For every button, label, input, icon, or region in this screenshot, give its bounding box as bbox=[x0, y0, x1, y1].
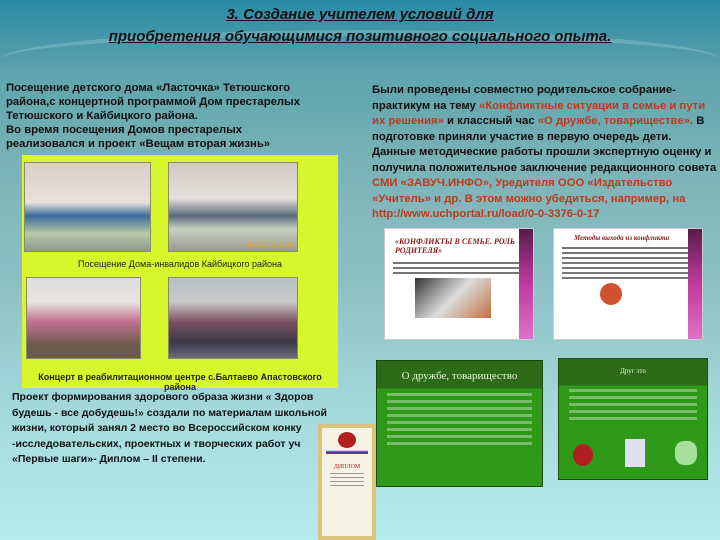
text-line: Посещение детского дома «Ласточка» Тетюшского bbox=[6, 82, 291, 94]
photo-visit-1 bbox=[24, 162, 151, 252]
slide-title: Методы выхода из конфликта bbox=[574, 234, 670, 242]
slide-image bbox=[415, 278, 491, 318]
clipart-icon bbox=[625, 439, 645, 467]
text-line: Тетюшского и Кайбицкого района. bbox=[6, 110, 198, 122]
cartoon-icon bbox=[600, 283, 622, 305]
slide-title: О дружбе, товарищество bbox=[401, 370, 518, 382]
photo-concert-1 bbox=[26, 277, 141, 359]
text-line: -исследовательских, проектных и творческих работ уч bbox=[12, 437, 301, 450]
text-line: района,с концертной программой Дом престарелых bbox=[6, 96, 300, 108]
photo-panel bbox=[22, 155, 338, 392]
clipart-icon bbox=[573, 444, 593, 466]
slide-title: «КОНФЛИКТЫ В СЕМЬЕ. РОЛЬ РОДИТЕЛЯ» bbox=[395, 237, 515, 255]
title-line-1: 3. Создание учителем условий для bbox=[226, 6, 494, 23]
slide-thumbnail-conflicts bbox=[384, 228, 534, 340]
page-title bbox=[0, 4, 720, 48]
slide-title: Друг это bbox=[620, 367, 646, 375]
left-paragraph bbox=[6, 81, 356, 151]
text: Были проведены совместно родительское собрание-практикум на тему bbox=[372, 84, 676, 112]
highlight: «Конфликтные ситуации в семье и пути их решения» bbox=[372, 99, 706, 127]
clipart-icon bbox=[675, 441, 697, 465]
photo-visit-2 bbox=[168, 162, 298, 252]
highlight-link: СМИ «ЗАВУЧ.ИНФО», Уредителя ООО «Издательство «Учитель» и др. В этом можно убедиться, например, на http://www.uchportal.ru/load/0-0-3376-0-17 bbox=[372, 177, 686, 220]
title-line-2: приобретения обучающимися позитивного социального опыта. bbox=[108, 28, 612, 45]
photo-timestamp: 14.05.2012 11:05 bbox=[246, 243, 293, 249]
diploma-image bbox=[318, 424, 376, 540]
text: В подготовке приняли участие в первую очередь дети. Данные методические работы прошли экспертную оценку и получила положительное заключение редакционного совета bbox=[372, 115, 717, 174]
text-line: Во время посещения Домов престарелых bbox=[6, 124, 243, 136]
text-line: «Первые шаги»- Диплом – II степени. bbox=[12, 453, 206, 465]
caption-concert: Концерт в реабилитационном центре с.Балтаево Апастовского района bbox=[38, 372, 322, 392]
text-line: будешь - все добудешь!» создали по материалам школьной bbox=[12, 406, 327, 419]
text-line: реализовался и проект «Вещам вторая жизнь» bbox=[6, 138, 271, 150]
diploma-title: ДИПЛОМ bbox=[333, 464, 361, 470]
text: и классный час bbox=[443, 115, 538, 127]
slide-thumbnail-friendship bbox=[376, 360, 543, 487]
text-line: Проект формирования здорового образа жизни « Здоров bbox=[12, 391, 314, 403]
slide-thumbnail-friend bbox=[558, 358, 708, 480]
highlight: «О дружбе, товариществе». bbox=[537, 115, 694, 127]
right-paragraph bbox=[372, 83, 718, 223]
caption-visit: Посещение Дома-инвалидов Кайбицкого района bbox=[78, 259, 282, 269]
coat-of-arms-icon bbox=[338, 432, 356, 448]
slide-thumbnail-methods bbox=[553, 228, 703, 340]
photo-concert-2 bbox=[168, 277, 298, 359]
text-line: жизни, который занял 2 место во Всероссийском конку bbox=[12, 422, 302, 434]
